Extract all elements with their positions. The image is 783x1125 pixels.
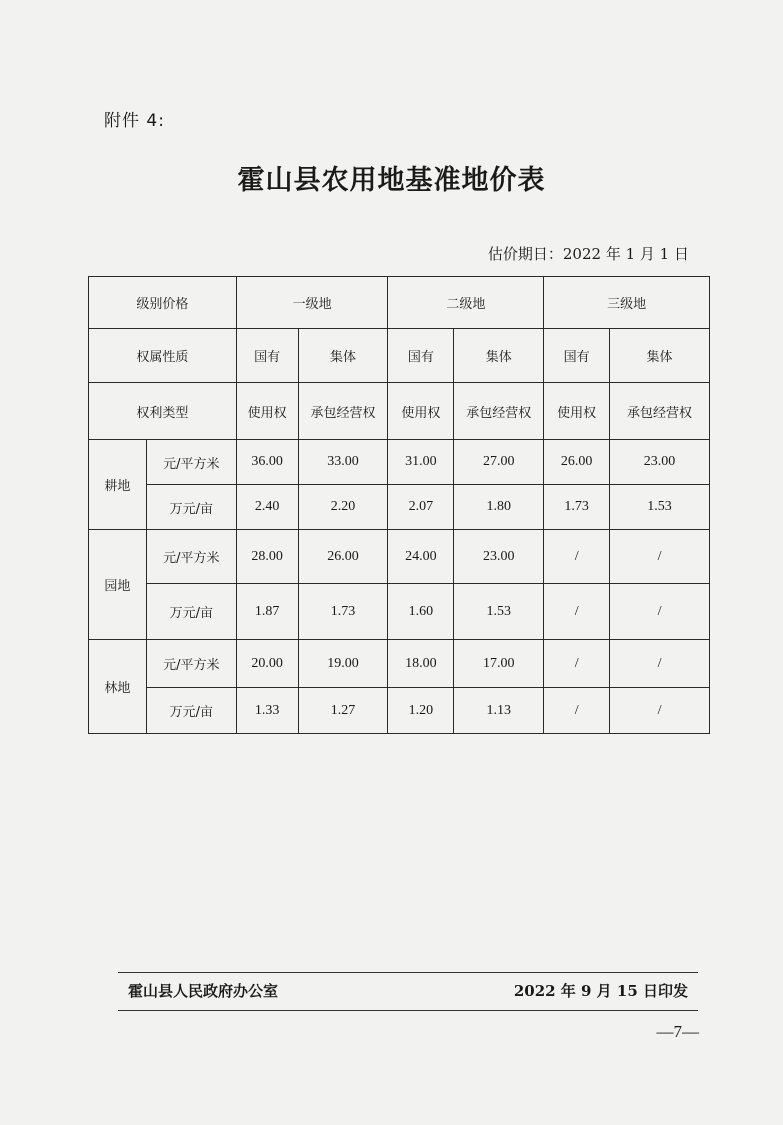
- price-cell: 18.00: [388, 640, 454, 688]
- price-cell: 36.00: [236, 440, 298, 485]
- footer-bottom-rule: [118, 1010, 698, 1011]
- price-cell: 33.00: [298, 440, 388, 485]
- rights-cell: 承包经营权: [298, 383, 388, 440]
- price-cell: 1.73: [298, 584, 388, 640]
- unit-cell: 万元/亩: [146, 688, 236, 734]
- table-row: [89, 584, 710, 640]
- table-row: [89, 688, 710, 734]
- price-cell: /: [610, 640, 710, 688]
- ownership-cell: 集体: [610, 329, 710, 383]
- price-cell: 27.00: [454, 440, 544, 485]
- page-title: 霍山县农用地基准地价表: [237, 165, 546, 196]
- price-cell: 1.87: [236, 584, 298, 640]
- land-type-label: 耕地: [89, 440, 147, 530]
- rights-cell: 使用权: [544, 383, 610, 440]
- price-cell: /: [610, 688, 710, 734]
- table-row: [89, 440, 710, 485]
- price-cell: 1.53: [610, 485, 710, 530]
- price-cell: 26.00: [298, 530, 388, 584]
- issuance-line: [118, 980, 688, 1006]
- price-cell: /: [544, 584, 610, 640]
- header-row-rights: [89, 383, 710, 440]
- price-cell: 2.07: [388, 485, 454, 530]
- table-row: [89, 640, 710, 688]
- price-cell: 1.73: [544, 485, 610, 530]
- footer-top-rule: [118, 972, 698, 973]
- issue-date: 2022 年 9 月 15 日印发: [513, 982, 688, 1000]
- label-rights: 权利类型: [89, 383, 237, 440]
- unit-cell: 万元/亩: [146, 485, 236, 530]
- ownership-cell: 国有: [544, 329, 610, 383]
- issuing-office: 霍山县人民政府办公室: [128, 982, 279, 1000]
- price-cell: 2.40: [236, 485, 298, 530]
- table-row: [89, 530, 710, 584]
- unit-cell: 元/平方米: [146, 530, 236, 584]
- page-number: —7—: [656, 1022, 699, 1041]
- price-cell: 1.80: [454, 485, 544, 530]
- unit-cell: 万元/亩: [146, 584, 236, 640]
- rights-cell: 使用权: [236, 383, 298, 440]
- price-cell: 31.00: [388, 440, 454, 485]
- price-cell: /: [544, 688, 610, 734]
- ownership-cell: 国有: [388, 329, 454, 383]
- price-cell: 1.33: [236, 688, 298, 734]
- price-cell: 17.00: [454, 640, 544, 688]
- ownership-cell: 集体: [454, 329, 544, 383]
- attachment-label: 附件 4:: [104, 111, 165, 131]
- price-cell: /: [544, 530, 610, 584]
- price-cell: 1.20: [388, 688, 454, 734]
- table-row: [89, 485, 710, 530]
- price-cell: 1.60: [388, 584, 454, 640]
- price-cell: 2.20: [298, 485, 388, 530]
- header-row-level: [89, 277, 710, 329]
- ownership-cell: 集体: [298, 329, 388, 383]
- level-3: 三级地: [544, 277, 710, 329]
- price-cell: 23.00: [454, 530, 544, 584]
- valuation-date: 估价期日：2022 年 1 月 1 日: [487, 245, 689, 263]
- label-level: 级别价格: [89, 277, 237, 329]
- rights-cell: 承包经营权: [454, 383, 544, 440]
- price-cell: 28.00: [236, 530, 298, 584]
- ownership-cell: 国有: [236, 329, 298, 383]
- level-1: 一级地: [236, 277, 388, 329]
- price-cell: 19.00: [298, 640, 388, 688]
- label-ownership: 权属性质: [89, 329, 237, 383]
- price-cell: 1.27: [298, 688, 388, 734]
- price-cell: /: [610, 584, 710, 640]
- land-type-label: 林地: [89, 640, 147, 734]
- land-type-label: 园地: [89, 530, 147, 640]
- price-cell: 1.53: [454, 584, 544, 640]
- rights-cell: 使用权: [388, 383, 454, 440]
- price-cell: 24.00: [388, 530, 454, 584]
- level-2: 二级地: [388, 277, 544, 329]
- unit-cell: 元/平方米: [146, 640, 236, 688]
- price-cell: 20.00: [236, 640, 298, 688]
- price-cell: 23.00: [610, 440, 710, 485]
- price-cell: /: [544, 640, 610, 688]
- unit-cell: 元/平方米: [146, 440, 236, 485]
- price-cell: /: [610, 530, 710, 584]
- header-row-ownership: [89, 329, 710, 383]
- price-cell: 1.13: [454, 688, 544, 734]
- land-price-table: [88, 276, 710, 734]
- rights-cell: 承包经营权: [610, 383, 710, 440]
- price-cell: 26.00: [544, 440, 610, 485]
